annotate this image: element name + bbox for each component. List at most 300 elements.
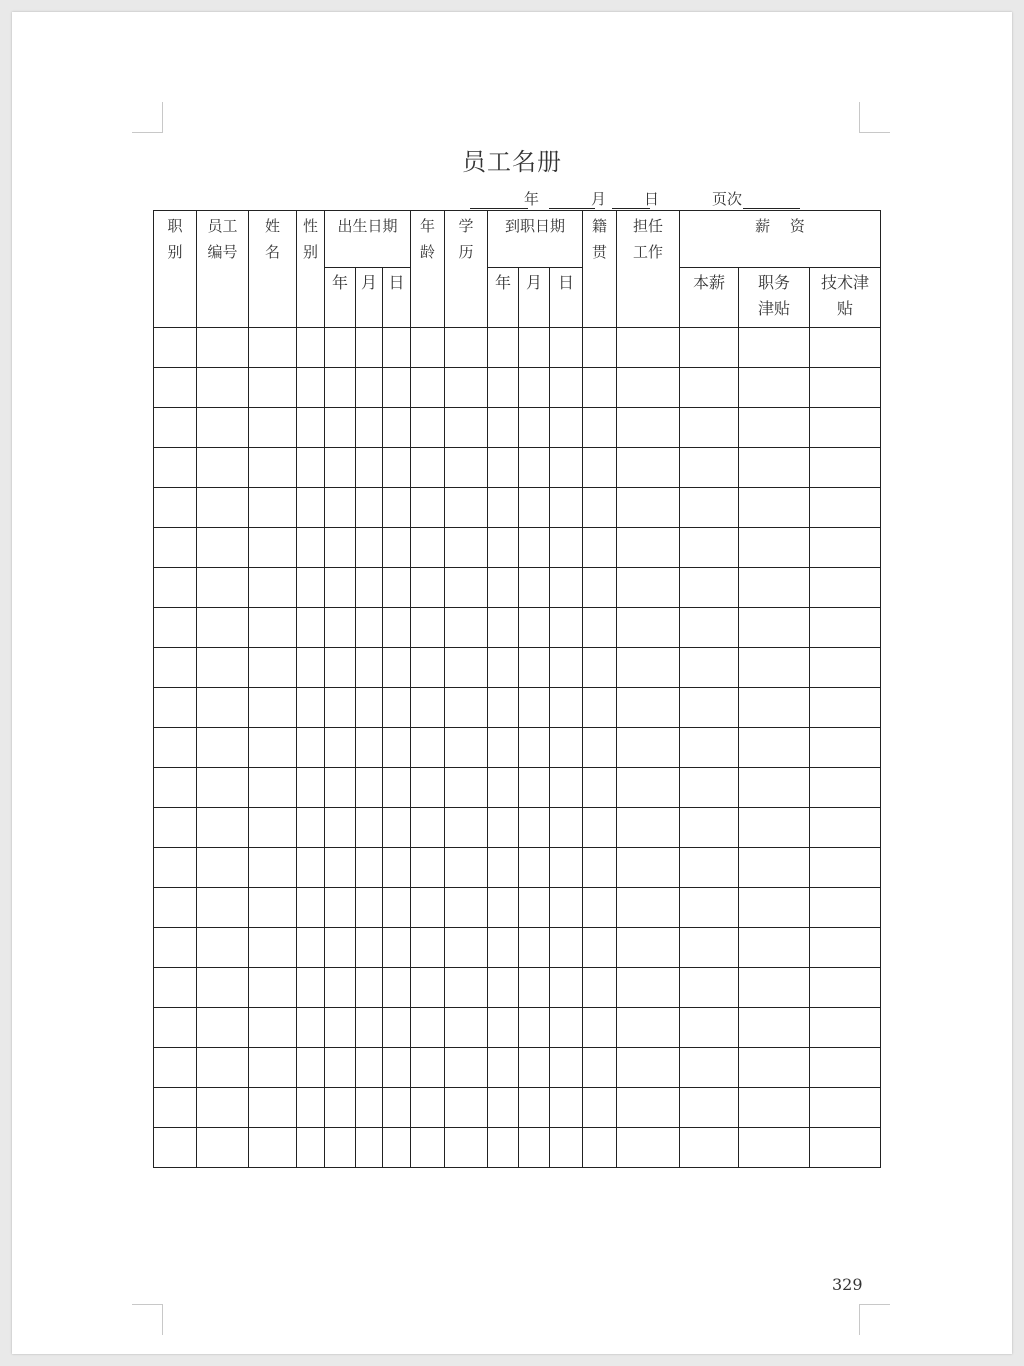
table-cell[interactable] [325, 608, 356, 648]
table-cell[interactable] [617, 728, 680, 768]
table-cell[interactable] [249, 488, 297, 528]
table-cell[interactable] [197, 888, 249, 928]
table-cell[interactable] [154, 1128, 197, 1168]
table-cell[interactable] [356, 528, 383, 568]
table-cell[interactable] [583, 448, 617, 488]
table-cell[interactable] [325, 848, 356, 888]
table-cell[interactable] [356, 1128, 383, 1168]
table-cell[interactable] [197, 648, 249, 688]
table-cell[interactable] [197, 368, 249, 408]
table-cell[interactable] [739, 1088, 810, 1128]
table-cell[interactable] [810, 368, 881, 408]
table-cell[interactable] [383, 768, 411, 808]
table-cell[interactable] [249, 848, 297, 888]
table-cell[interactable] [197, 1128, 249, 1168]
table-cell[interactable] [297, 528, 325, 568]
table-cell[interactable] [445, 328, 488, 368]
table-cell[interactable] [488, 408, 519, 448]
table-cell[interactable] [550, 528, 583, 568]
table-cell[interactable] [297, 848, 325, 888]
table-cell[interactable] [445, 528, 488, 568]
table-cell[interactable] [550, 848, 583, 888]
table-cell[interactable] [154, 968, 197, 1008]
table-cell[interactable] [739, 728, 810, 768]
table-cell[interactable] [583, 688, 617, 728]
table-cell[interactable] [445, 448, 488, 488]
table-cell[interactable] [383, 1128, 411, 1168]
table-cell[interactable] [550, 688, 583, 728]
table-cell[interactable] [550, 768, 583, 808]
table-cell[interactable] [249, 408, 297, 448]
table-cell[interactable] [356, 1088, 383, 1128]
table-cell[interactable] [488, 368, 519, 408]
table-cell[interactable] [519, 368, 550, 408]
table-cell[interactable] [325, 728, 356, 768]
table-cell[interactable] [383, 448, 411, 488]
table-cell[interactable] [356, 408, 383, 448]
table-cell[interactable] [411, 328, 445, 368]
table-cell[interactable] [810, 808, 881, 848]
table-cell[interactable] [411, 928, 445, 968]
table-cell[interactable] [680, 768, 739, 808]
table-cell[interactable] [550, 888, 583, 928]
table-cell[interactable] [739, 328, 810, 368]
table-cell[interactable] [488, 848, 519, 888]
table-cell[interactable] [680, 888, 739, 928]
table-cell[interactable] [445, 928, 488, 968]
table-cell[interactable] [297, 728, 325, 768]
table-cell[interactable] [411, 1008, 445, 1048]
table-cell[interactable] [154, 768, 197, 808]
table-cell[interactable] [810, 408, 881, 448]
table-cell[interactable] [297, 768, 325, 808]
table-cell[interactable] [297, 648, 325, 688]
table-cell[interactable] [325, 968, 356, 1008]
table-cell[interactable] [810, 1088, 881, 1128]
table-cell[interactable] [519, 768, 550, 808]
table-cell[interactable] [383, 608, 411, 648]
table-cell[interactable] [325, 1088, 356, 1128]
table-cell[interactable] [519, 408, 550, 448]
table-cell[interactable] [550, 728, 583, 768]
table-cell[interactable] [488, 528, 519, 568]
table-cell[interactable] [383, 1008, 411, 1048]
table-cell[interactable] [445, 1008, 488, 1048]
table-cell[interactable] [617, 408, 680, 448]
table-cell[interactable] [617, 688, 680, 728]
table-cell[interactable] [583, 328, 617, 368]
table-cell[interactable] [356, 608, 383, 648]
table-cell[interactable] [383, 368, 411, 408]
table-cell[interactable] [680, 968, 739, 1008]
table-cell[interactable] [249, 928, 297, 968]
table-cell[interactable] [680, 848, 739, 888]
table-cell[interactable] [519, 328, 550, 368]
table-cell[interactable] [583, 1088, 617, 1128]
table-cell[interactable] [488, 328, 519, 368]
table-cell[interactable] [197, 848, 249, 888]
table-cell[interactable] [325, 448, 356, 488]
table-cell[interactable] [325, 368, 356, 408]
table-cell[interactable] [411, 728, 445, 768]
table-cell[interactable] [739, 808, 810, 848]
table-cell[interactable] [411, 808, 445, 848]
table-cell[interactable] [583, 808, 617, 848]
table-cell[interactable] [583, 368, 617, 408]
table-cell[interactable] [356, 488, 383, 528]
table-cell[interactable] [583, 768, 617, 808]
table-cell[interactable] [197, 608, 249, 648]
table-cell[interactable] [356, 368, 383, 408]
table-cell[interactable] [383, 1048, 411, 1088]
table-cell[interactable] [249, 1128, 297, 1168]
table-cell[interactable] [617, 648, 680, 688]
year-blank[interactable] [470, 208, 528, 209]
table-cell[interactable] [356, 768, 383, 808]
table-cell[interactable] [297, 688, 325, 728]
table-cell[interactable] [617, 1128, 680, 1168]
table-cell[interactable] [197, 1008, 249, 1048]
table-cell[interactable] [680, 648, 739, 688]
table-cell[interactable] [583, 968, 617, 1008]
table-cell[interactable] [519, 488, 550, 528]
table-cell[interactable] [197, 808, 249, 848]
table-cell[interactable] [810, 608, 881, 648]
table-cell[interactable] [445, 568, 488, 608]
table-cell[interactable] [411, 888, 445, 928]
table-cell[interactable] [249, 368, 297, 408]
table-cell[interactable] [297, 408, 325, 448]
table-cell[interactable] [197, 448, 249, 488]
table-cell[interactable] [810, 728, 881, 768]
table-cell[interactable] [680, 1008, 739, 1048]
table-cell[interactable] [356, 568, 383, 608]
table-cell[interactable] [445, 648, 488, 688]
table-cell[interactable] [356, 1008, 383, 1048]
table-cell[interactable] [411, 1128, 445, 1168]
table-cell[interactable] [249, 328, 297, 368]
table-cell[interactable] [197, 688, 249, 728]
table-cell[interactable] [617, 1048, 680, 1088]
table-cell[interactable] [325, 808, 356, 848]
table-cell[interactable] [519, 848, 550, 888]
table-cell[interactable] [297, 368, 325, 408]
table-cell[interactable] [325, 1008, 356, 1048]
table-cell[interactable] [325, 568, 356, 608]
table-cell[interactable] [680, 328, 739, 368]
table-cell[interactable] [297, 608, 325, 648]
table-cell[interactable] [550, 488, 583, 528]
table-cell[interactable] [249, 648, 297, 688]
table-cell[interactable] [680, 1088, 739, 1128]
table-cell[interactable] [488, 1088, 519, 1128]
table-cell[interactable] [154, 808, 197, 848]
table-cell[interactable] [550, 448, 583, 488]
table-cell[interactable] [445, 608, 488, 648]
table-cell[interactable] [680, 448, 739, 488]
table-cell[interactable] [154, 608, 197, 648]
table-cell[interactable] [583, 648, 617, 688]
table-cell[interactable] [411, 408, 445, 448]
table-cell[interactable] [356, 728, 383, 768]
table-cell[interactable] [488, 568, 519, 608]
table-cell[interactable] [810, 648, 881, 688]
table-cell[interactable] [810, 928, 881, 968]
table-cell[interactable] [739, 688, 810, 728]
table-cell[interactable] [810, 888, 881, 928]
page-blank[interactable] [743, 208, 800, 209]
table-cell[interactable] [739, 488, 810, 528]
table-cell[interactable] [197, 408, 249, 448]
table-cell[interactable] [356, 448, 383, 488]
table-cell[interactable] [383, 528, 411, 568]
table-cell[interactable] [519, 688, 550, 728]
table-cell[interactable] [583, 488, 617, 528]
table-cell[interactable] [411, 848, 445, 888]
table-cell[interactable] [617, 808, 680, 848]
table-cell[interactable] [739, 848, 810, 888]
table-cell[interactable] [810, 328, 881, 368]
table-cell[interactable] [550, 328, 583, 368]
table-cell[interactable] [154, 528, 197, 568]
table-cell[interactable] [154, 688, 197, 728]
table-cell[interactable] [739, 368, 810, 408]
table-cell[interactable] [617, 968, 680, 1008]
table-cell[interactable] [550, 968, 583, 1008]
table-cell[interactable] [249, 1008, 297, 1048]
table-cell[interactable] [297, 968, 325, 1008]
table-cell[interactable] [445, 368, 488, 408]
table-cell[interactable] [297, 328, 325, 368]
table-cell[interactable] [445, 848, 488, 888]
table-cell[interactable] [519, 728, 550, 768]
table-cell[interactable] [739, 528, 810, 568]
table-cell[interactable] [810, 848, 881, 888]
table-cell[interactable] [488, 968, 519, 1008]
table-cell[interactable] [356, 1048, 383, 1088]
table-cell[interactable] [297, 448, 325, 488]
table-cell[interactable] [383, 568, 411, 608]
table-cell[interactable] [617, 768, 680, 808]
table-cell[interactable] [383, 328, 411, 368]
table-cell[interactable] [617, 488, 680, 528]
table-cell[interactable] [197, 488, 249, 528]
table-cell[interactable] [550, 1128, 583, 1168]
table-cell[interactable] [356, 848, 383, 888]
table-cell[interactable] [325, 688, 356, 728]
table-cell[interactable] [325, 328, 356, 368]
table-cell[interactable] [810, 528, 881, 568]
table-cell[interactable] [445, 888, 488, 928]
table-cell[interactable] [519, 928, 550, 968]
table-cell[interactable] [583, 568, 617, 608]
table-cell[interactable] [488, 448, 519, 488]
table-cell[interactable] [154, 1008, 197, 1048]
table-cell[interactable] [810, 1048, 881, 1088]
table-cell[interactable] [739, 928, 810, 968]
table-cell[interactable] [297, 1088, 325, 1128]
table-cell[interactable] [249, 808, 297, 848]
table-cell[interactable] [739, 448, 810, 488]
table-cell[interactable] [810, 568, 881, 608]
table-cell[interactable] [325, 1128, 356, 1168]
table-cell[interactable] [383, 928, 411, 968]
table-cell[interactable] [249, 888, 297, 928]
table-cell[interactable] [680, 1128, 739, 1168]
table-cell[interactable] [383, 648, 411, 688]
table-cell[interactable] [411, 688, 445, 728]
table-cell[interactable] [154, 928, 197, 968]
table-cell[interactable] [810, 448, 881, 488]
table-cell[interactable] [550, 1088, 583, 1128]
table-cell[interactable] [519, 888, 550, 928]
table-cell[interactable] [739, 568, 810, 608]
table-cell[interactable] [411, 1048, 445, 1088]
table-cell[interactable] [383, 488, 411, 528]
table-cell[interactable] [550, 808, 583, 848]
table-cell[interactable] [154, 488, 197, 528]
table-cell[interactable] [583, 528, 617, 568]
table-cell[interactable] [488, 888, 519, 928]
table-cell[interactable] [739, 1008, 810, 1048]
table-cell[interactable] [680, 568, 739, 608]
table-cell[interactable] [197, 1088, 249, 1128]
table-cell[interactable] [739, 1128, 810, 1168]
table-cell[interactable] [617, 888, 680, 928]
table-cell[interactable] [325, 768, 356, 808]
table-cell[interactable] [519, 608, 550, 648]
table-cell[interactable] [739, 968, 810, 1008]
table-cell[interactable] [249, 728, 297, 768]
table-cell[interactable] [356, 968, 383, 1008]
table-cell[interactable] [249, 1088, 297, 1128]
table-cell[interactable] [249, 768, 297, 808]
table-cell[interactable] [411, 768, 445, 808]
table-cell[interactable] [488, 608, 519, 648]
table-cell[interactable] [550, 568, 583, 608]
table-cell[interactable] [519, 568, 550, 608]
table-cell[interactable] [383, 968, 411, 1008]
table-cell[interactable] [356, 928, 383, 968]
table-cell[interactable] [197, 768, 249, 808]
table-cell[interactable] [383, 408, 411, 448]
table-cell[interactable] [325, 488, 356, 528]
table-cell[interactable] [197, 328, 249, 368]
table-cell[interactable] [583, 728, 617, 768]
table-cell[interactable] [583, 1048, 617, 1088]
table-cell[interactable] [249, 608, 297, 648]
table-cell[interactable] [411, 968, 445, 1008]
table-cell[interactable] [297, 1048, 325, 1088]
table-cell[interactable] [583, 1128, 617, 1168]
table-cell[interactable] [197, 568, 249, 608]
table-cell[interactable] [488, 648, 519, 688]
table-cell[interactable] [154, 648, 197, 688]
table-cell[interactable] [411, 368, 445, 408]
table-cell[interactable] [383, 728, 411, 768]
table-cell[interactable] [680, 688, 739, 728]
table-cell[interactable] [617, 608, 680, 648]
table-cell[interactable] [411, 528, 445, 568]
table-cell[interactable] [550, 368, 583, 408]
table-cell[interactable] [197, 968, 249, 1008]
table-cell[interactable] [411, 608, 445, 648]
table-cell[interactable] [445, 808, 488, 848]
table-cell[interactable] [810, 1128, 881, 1168]
table-cell[interactable] [810, 968, 881, 1008]
table-cell[interactable] [297, 808, 325, 848]
table-cell[interactable] [297, 488, 325, 528]
table-cell[interactable] [325, 888, 356, 928]
table-cell[interactable] [617, 1088, 680, 1128]
table-cell[interactable] [739, 1048, 810, 1088]
table-cell[interactable] [739, 608, 810, 648]
table-cell[interactable] [488, 808, 519, 848]
table-cell[interactable] [445, 728, 488, 768]
table-cell[interactable] [680, 608, 739, 648]
table-cell[interactable] [739, 888, 810, 928]
table-cell[interactable] [617, 928, 680, 968]
table-cell[interactable] [583, 408, 617, 448]
table-cell[interactable] [739, 408, 810, 448]
table-cell[interactable] [680, 368, 739, 408]
table-cell[interactable] [445, 1088, 488, 1128]
table-cell[interactable] [810, 488, 881, 528]
table-cell[interactable] [356, 328, 383, 368]
table-cell[interactable] [197, 528, 249, 568]
table-cell[interactable] [154, 328, 197, 368]
table-cell[interactable] [356, 888, 383, 928]
table-cell[interactable] [550, 928, 583, 968]
table-cell[interactable] [583, 1008, 617, 1048]
table-cell[interactable] [154, 1088, 197, 1128]
table-cell[interactable] [297, 928, 325, 968]
table-cell[interactable] [356, 648, 383, 688]
table-cell[interactable] [488, 488, 519, 528]
table-cell[interactable] [154, 728, 197, 768]
table-cell[interactable] [519, 1048, 550, 1088]
table-cell[interactable] [680, 528, 739, 568]
table-cell[interactable] [383, 848, 411, 888]
table-cell[interactable] [488, 1048, 519, 1088]
table-cell[interactable] [617, 848, 680, 888]
table-cell[interactable] [519, 968, 550, 1008]
table-cell[interactable] [810, 768, 881, 808]
table-cell[interactable] [445, 968, 488, 1008]
table-cell[interactable] [154, 568, 197, 608]
table-cell[interactable] [249, 568, 297, 608]
table-cell[interactable] [325, 928, 356, 968]
table-cell[interactable] [583, 848, 617, 888]
table-cell[interactable] [810, 688, 881, 728]
table-cell[interactable] [297, 568, 325, 608]
table-cell[interactable] [356, 808, 383, 848]
table-cell[interactable] [445, 488, 488, 528]
table-cell[interactable] [488, 688, 519, 728]
table-cell[interactable] [383, 808, 411, 848]
table-cell[interactable] [617, 568, 680, 608]
table-cell[interactable] [488, 728, 519, 768]
table-cell[interactable] [154, 888, 197, 928]
table-cell[interactable] [550, 408, 583, 448]
table-cell[interactable] [197, 728, 249, 768]
table-cell[interactable] [411, 448, 445, 488]
table-cell[interactable] [550, 648, 583, 688]
table-cell[interactable] [383, 1088, 411, 1128]
table-cell[interactable] [154, 848, 197, 888]
table-cell[interactable] [297, 888, 325, 928]
table-cell[interactable] [249, 448, 297, 488]
